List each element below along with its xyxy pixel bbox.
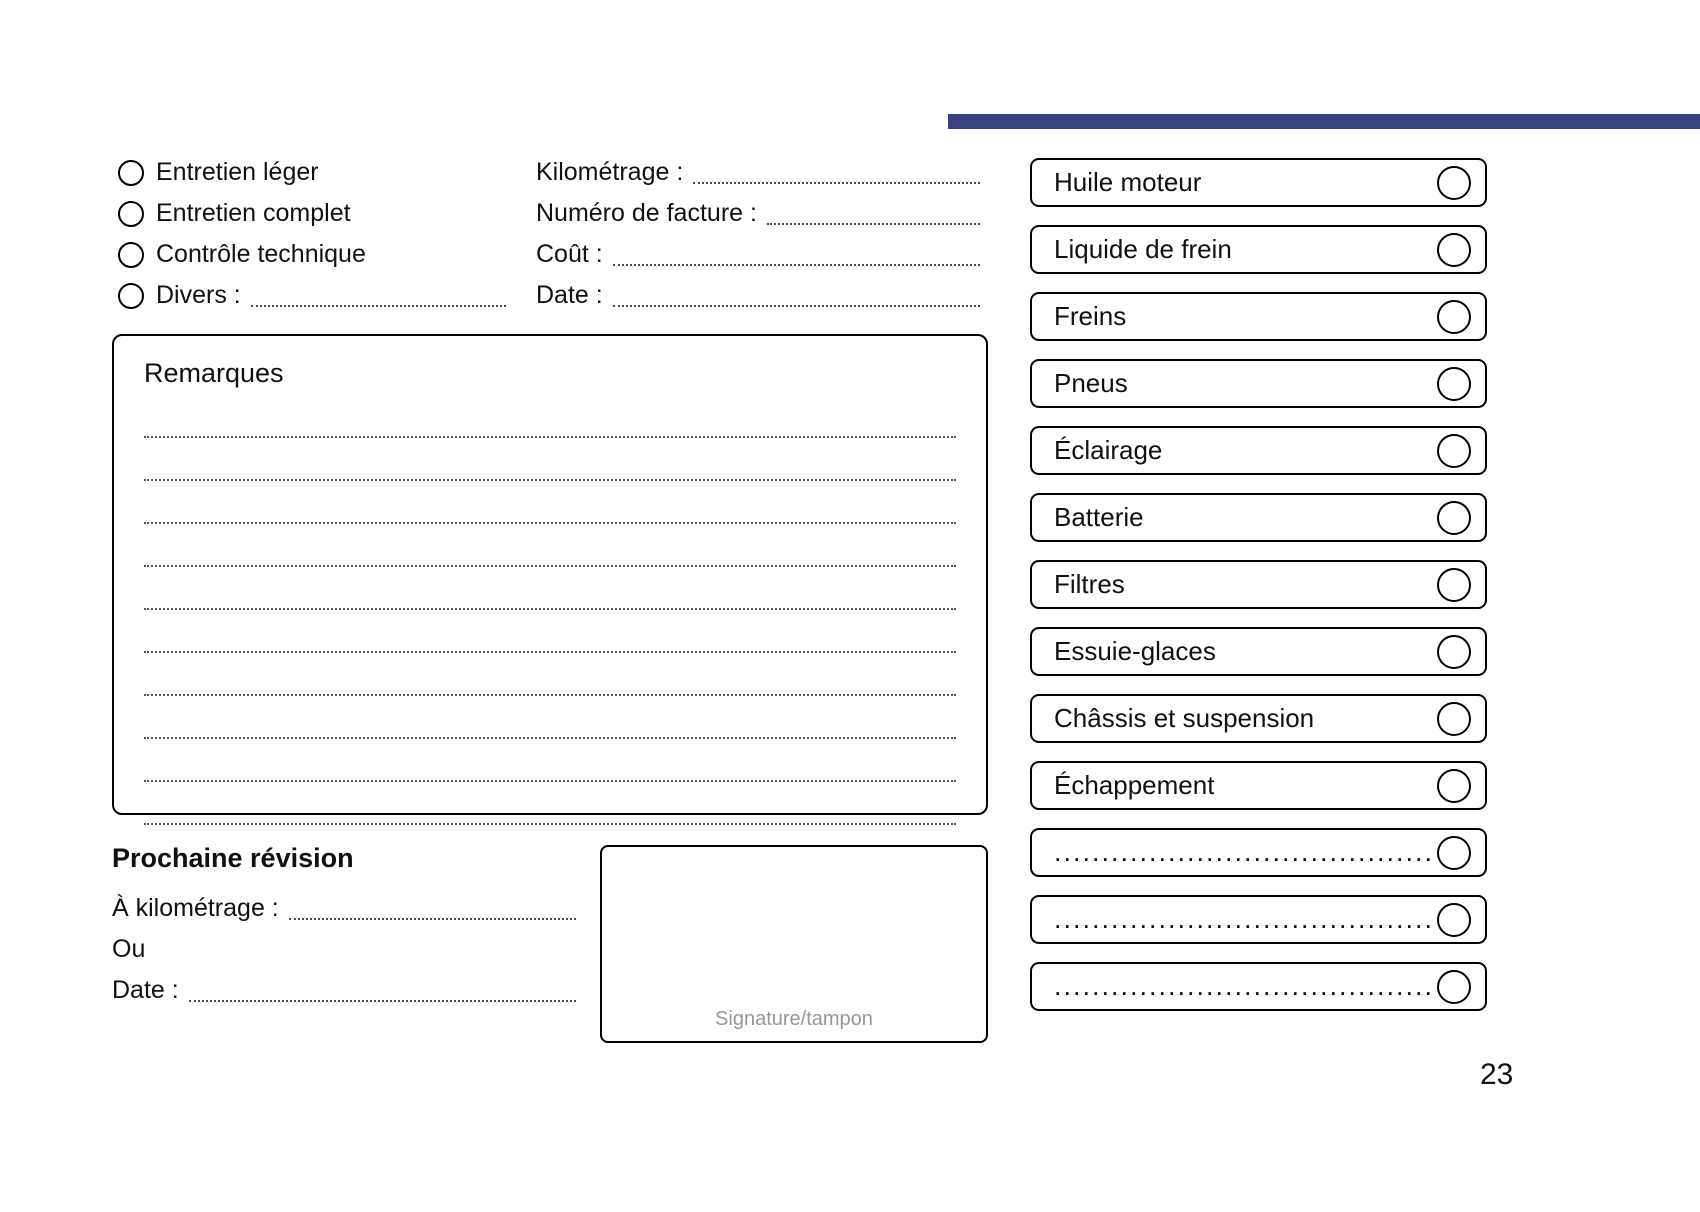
accent-bar bbox=[948, 114, 1700, 129]
checklist-item-essuie-glaces bbox=[1030, 627, 1487, 676]
remark-line bbox=[144, 610, 956, 653]
field-kilometrage bbox=[536, 152, 982, 193]
field-label: Coût : bbox=[536, 240, 603, 268]
check-circle-icon bbox=[1437, 434, 1471, 468]
check-circle-icon bbox=[1437, 300, 1471, 334]
service-option-label: Entretien léger bbox=[156, 158, 319, 186]
field-numero-facture bbox=[536, 193, 982, 234]
next-service-date bbox=[112, 970, 578, 1011]
checklist-item-eclairage bbox=[1030, 426, 1487, 475]
field-cout bbox=[536, 234, 982, 275]
checklist-item-pneus bbox=[1030, 359, 1487, 408]
checklist-item-label: Châssis et suspension bbox=[1054, 703, 1315, 733]
check-circle-icon bbox=[1437, 367, 1471, 401]
checklist-item-batterie bbox=[1030, 493, 1487, 542]
divers-fill-in-line bbox=[251, 305, 506, 307]
remark-line bbox=[144, 739, 956, 782]
check-circle-icon bbox=[1437, 970, 1471, 1004]
service-option-controle-technique bbox=[118, 234, 508, 275]
checklist-item-chassis-et-suspension bbox=[1030, 694, 1487, 743]
checklist-item-liquide-de-frein bbox=[1030, 225, 1487, 274]
check-circle-icon bbox=[1437, 635, 1471, 669]
invoice-fields bbox=[536, 152, 982, 316]
field-date bbox=[536, 275, 982, 316]
radio-circle-icon bbox=[118, 160, 144, 186]
radio-circle-icon bbox=[118, 242, 144, 268]
service-option-label: Divers : bbox=[156, 281, 241, 309]
remarks-title: Remarques bbox=[144, 358, 284, 388]
service-option-entretien-leger bbox=[118, 152, 508, 193]
fill-in-line bbox=[767, 223, 980, 225]
field-label: Numéro de facture : bbox=[536, 199, 757, 227]
field-label: À kilométrage : bbox=[112, 894, 279, 922]
checklist-item-label: Pneus bbox=[1054, 368, 1128, 398]
checklist-item-label: Huile moteur bbox=[1054, 167, 1202, 197]
remarks-box bbox=[112, 334, 988, 815]
checklist-item-label: Filtres bbox=[1054, 569, 1125, 599]
fill-in-line bbox=[693, 182, 980, 184]
fill-in-line bbox=[289, 918, 576, 920]
next-service-km bbox=[112, 888, 578, 929]
checklist-item-label: Batterie bbox=[1054, 502, 1144, 532]
service-option-label: Contrôle technique bbox=[156, 240, 366, 268]
service-option-divers bbox=[118, 275, 508, 316]
radio-circle-icon bbox=[118, 283, 144, 309]
fill-in-line bbox=[613, 264, 980, 266]
remark-line bbox=[144, 567, 956, 610]
signature-box bbox=[600, 845, 988, 1043]
next-service-title: Prochaine révision bbox=[112, 843, 354, 873]
service-type-options bbox=[118, 152, 508, 316]
checklist-item-label: ........................................ bbox=[1054, 904, 1435, 934]
remark-line bbox=[144, 481, 956, 524]
checklist-item-label: ........................................ bbox=[1054, 837, 1435, 867]
remark-lines bbox=[144, 389, 956, 825]
remark-line bbox=[144, 524, 956, 567]
remark-line bbox=[144, 696, 956, 739]
checklist-item-blank-3 bbox=[1030, 962, 1487, 1011]
check-circle-icon bbox=[1437, 501, 1471, 535]
fill-in-line bbox=[189, 1000, 576, 1002]
next-service-or bbox=[112, 929, 578, 970]
field-label: Date : bbox=[112, 976, 179, 1004]
checklist-item-blank-2 bbox=[1030, 895, 1487, 944]
service-option-entretien-complet bbox=[118, 193, 508, 234]
field-label: Date : bbox=[536, 281, 603, 309]
inspection-checklist bbox=[1030, 158, 1487, 1029]
checklist-item-label: Liquide de frein bbox=[1054, 234, 1232, 264]
checklist-item-label: Freins bbox=[1054, 301, 1127, 331]
field-label: Kilométrage : bbox=[536, 158, 684, 186]
field-label: Ou bbox=[112, 935, 146, 963]
checklist-item-label: ........................................ bbox=[1054, 971, 1435, 1001]
radio-circle-icon bbox=[118, 201, 144, 227]
remark-line bbox=[144, 438, 956, 481]
check-circle-icon bbox=[1437, 903, 1471, 937]
checklist-item-echappement bbox=[1030, 761, 1487, 810]
page-number: 23 bbox=[1480, 1058, 1514, 1091]
check-circle-icon bbox=[1437, 233, 1471, 267]
remark-line bbox=[144, 395, 956, 438]
checklist-item-freins bbox=[1030, 292, 1487, 341]
remark-line bbox=[144, 782, 956, 825]
checklist-item-label: Essuie-glaces bbox=[1054, 636, 1216, 666]
service-option-label: Entretien complet bbox=[156, 199, 351, 227]
check-circle-icon bbox=[1437, 836, 1471, 870]
checklist-item-filtres bbox=[1030, 560, 1487, 609]
check-circle-icon bbox=[1437, 568, 1471, 602]
checklist-item-label: Échappement bbox=[1054, 770, 1215, 800]
next-service-section bbox=[112, 843, 578, 1011]
fill-in-line bbox=[613, 305, 980, 307]
checklist-item-label: Éclairage bbox=[1054, 435, 1163, 465]
remark-line bbox=[144, 653, 956, 696]
signature-label: Signature/tampon bbox=[715, 1008, 873, 1030]
checklist-item-blank-1 bbox=[1030, 828, 1487, 877]
check-circle-icon bbox=[1437, 702, 1471, 736]
checklist-item-huile-moteur bbox=[1030, 158, 1487, 207]
check-circle-icon bbox=[1437, 769, 1471, 803]
check-circle-icon bbox=[1437, 166, 1471, 200]
